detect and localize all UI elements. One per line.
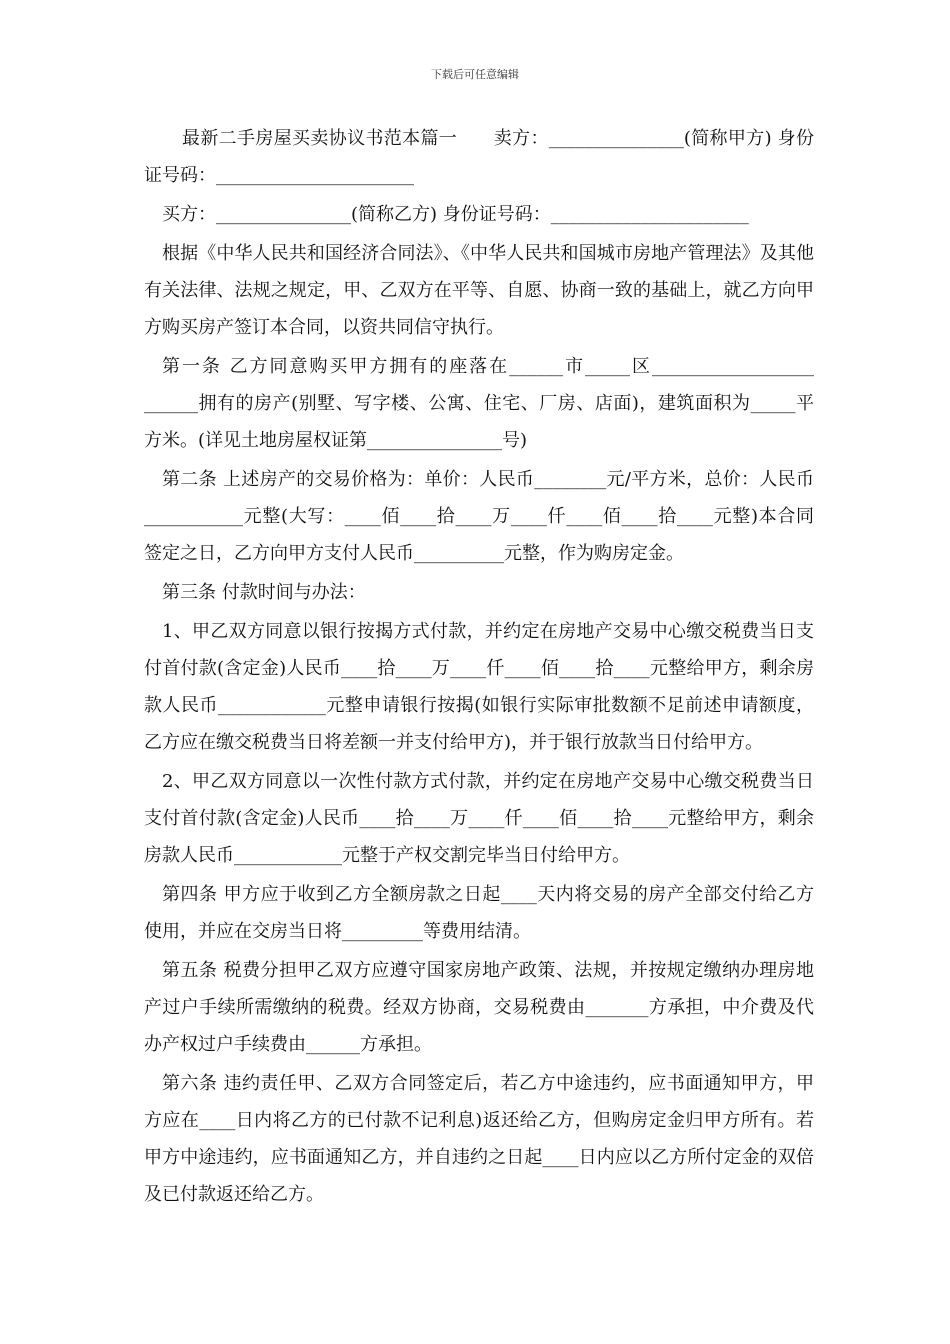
paragraph-preamble: 根据《中华人民共和国经济合同法》、《中华人民共和国城市房地产管理法》及其他有关法律、法规之规定，甲、乙双方在平等、自愿、协商一致的基础上，就乙方向甲方购买房产签订本合同，以资共同信守执行。	[144, 243, 814, 338]
paragraph-title-parties: 最新二手房屋买卖协议书范本篇一 卖方：_______________(简称甲方) 身份证号码：______________________	[144, 128, 814, 186]
paragraph-article-6: 第六条 违约责任甲、乙双方合同签定后，若乙方中途违约，应书面通知甲方，甲方应在____日内将乙方的已付款不记利息)返还给乙方，但购房定金归甲方所有。若甲方中途违约，应书面通知乙方，并自违约之日起____日内应以乙方所付定金的双倍及已付款返还给乙方。	[144, 1073, 814, 1205]
paragraph-article-3: 第三条 付款时间与办法：	[162, 582, 366, 603]
paragraph-article-1: 第一条 乙方同意购买甲方拥有的座落在______市_____区__________________ ______拥有的房产(别墅、写字楼、公寓、住宅、厂房、店面)，建筑面积为_____平方米。(详见土地房屋权证第_______________号)	[144, 356, 814, 451]
page-header: 下载后可任意编辑	[431, 68, 519, 81]
document-body	[144, 120, 814, 1213]
paragraph-buyer: 买方：_______________(简称乙方) 身份证号码：______________________	[162, 204, 749, 225]
paragraph-article-2: 第二条 上述房产的交易价格为：单价：人民币________元/平方米，总价：人民币___________元整(大写：____佰____拾____万____仟____佰____拾____元整)本合同签定之日，乙方向甲方支付人民币__________元整，作为购房定金。	[144, 469, 814, 564]
paragraph-article-5: 第五条 税费分担甲乙双方应遵守国家房地产政策、法规，并按规定缴纳办理房地产过户手续所需缴纳的税费。经双方协商，交易税费由_______方承担，中介费及代办产权过户手续费由______方承担。	[144, 960, 814, 1055]
paragraph-article-4: 第四条 甲方应于收到乙方全额房款之日起____天内将交易的房产全部交付给乙方使用，并应在交房当日将_________等费用结清。	[144, 884, 814, 942]
paragraph-article-3-item-2: 2、甲乙双方同意以一次性付款方式付款，并约定在房地产交易中心缴交税费当日支付首付款(含定金)人民币____拾____万____仟____佰____拾____元整给甲方，剩余房款人民币____________元整于产权交割完毕当日付给甲方。	[144, 771, 814, 866]
paragraph-article-3-item-1: 1、甲乙双方同意以银行按揭方式付款，并约定在房地产交易中心缴交税费当日支付首付款(含定金)人民币____拾____万____仟____佰____拾____元整给甲方，剩余房款人民币____________元整申请银行按揭(如银行实际审批数额不足前述申请额度，乙方应在缴交税费当日将差额一并支付给甲方)，并于银行放款当日付给甲方。	[144, 621, 814, 753]
